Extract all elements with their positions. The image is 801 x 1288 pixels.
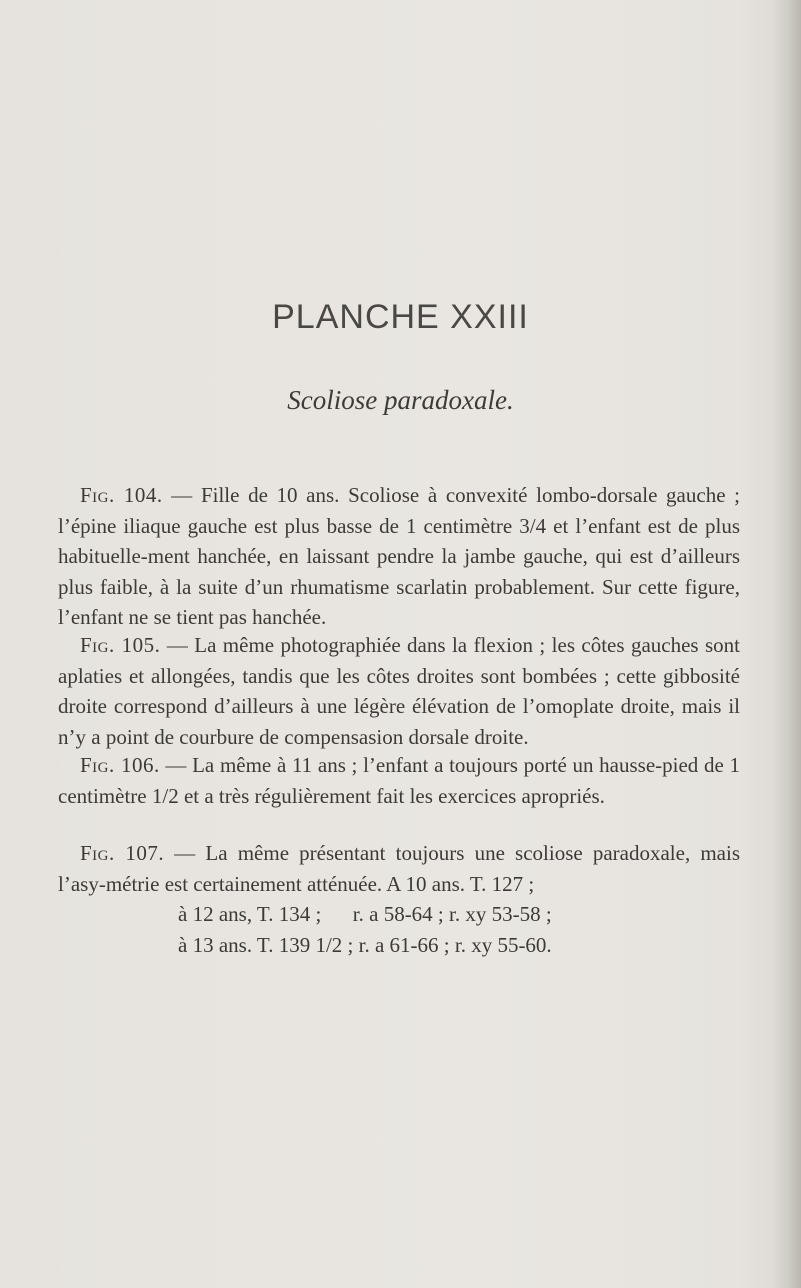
caption-fig-106 (58, 750, 740, 811)
caption-fig-107 (58, 838, 740, 960)
caption-text: — Fille de 10 ans. Scoliose à convexité lombo-dorsale gauche ; l’épine iliaque gauche est plus basse de 1 centimètre 3/4 et l’enfant est de plus habituelle-ment hanchée, en laissant pendre la jambe gauche, qui est d’ailleurs plus faible, à la suite d’un rhumatisme scarlatin probablement. Sur cette figure, l’enfant ne se tient pas hanchée. (58, 483, 740, 629)
caption-fig-105 (58, 630, 740, 752)
caption-text: — La même photographiée dans la flexion ; les côtes gauches sont aplaties et allongées, tandis que les côtes droites sont bombées ; cette gibbosité droite correspond d’ailleurs à une légère élévation de l’omoplate droite, mais il n’y a point de courbure de compensasion dorsale droite. (58, 633, 741, 749)
figure-label: Fig. 104. (80, 483, 163, 507)
caption-text: — La même présentant toujours une scoliose paradoxale, mais l’asy-métrie est certainement atténuée. A 10 ans. T. 127 ; (58, 841, 740, 896)
page-edge-shadow (773, 0, 801, 1288)
plate-subtitle: Scoliose paradoxale. (287, 385, 514, 415)
caption-fig-104 (58, 480, 740, 633)
caption-text: — La même à 11 ans ; l’enfant a toujours porté un hausse-pied de 1 centimètre 1/2 et a très régulièrement fait les exercices apropriés. (58, 753, 740, 808)
plate-title: PLANCHE XXIII (272, 298, 529, 336)
measurement-line-1: à 12 ans, T. 134 ; r. a 58-64 ; r. xy 53-58 ; (178, 902, 552, 926)
figure-label: Fig. 106. (80, 753, 160, 777)
figure-label: Fig. 107. (80, 841, 165, 865)
measurement-line-2: à 13 ans. T. 139 1/2 ; r. a 61-66 ; r. xy 55-60. (178, 932, 552, 957)
figure-label: Fig. 105. (80, 633, 161, 657)
